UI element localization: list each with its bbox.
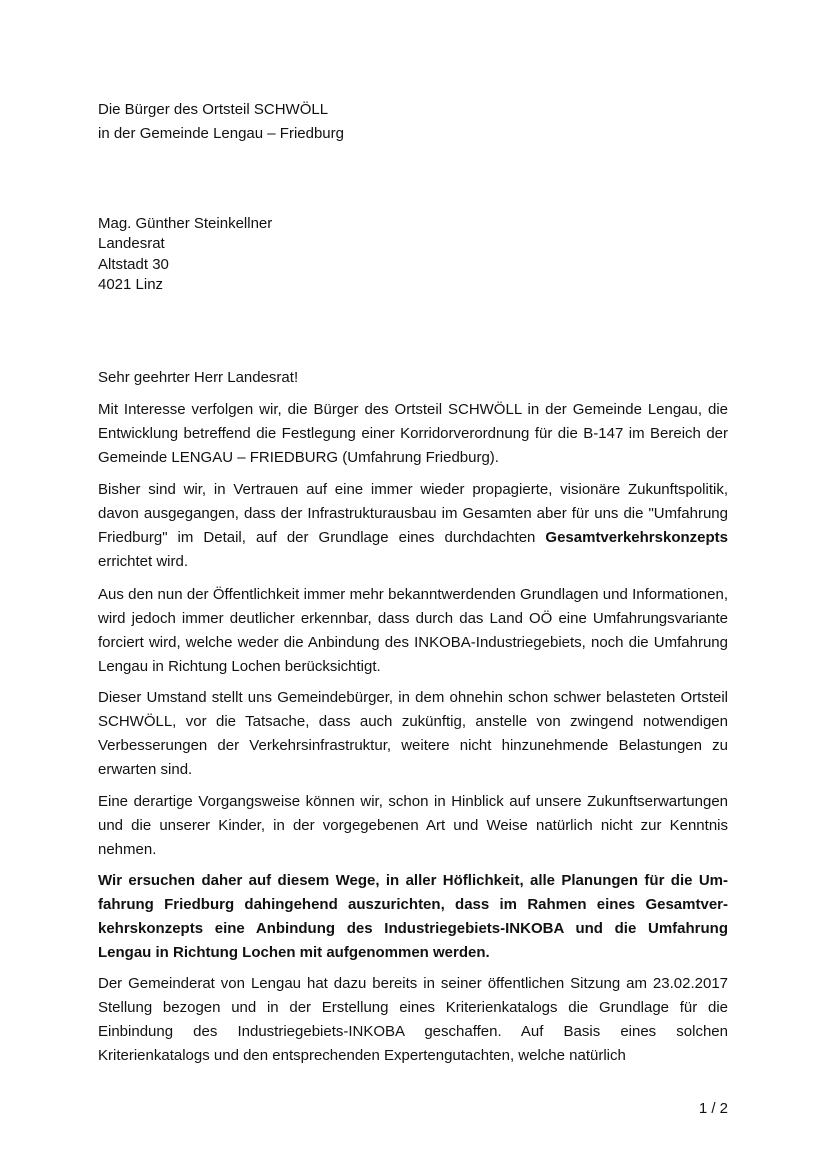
paragraph-5: Eine derartige Vorgangsweise können wir, schon in Hinblick auf unsere Zukunftserwartungen und die unserer Kinder, in der vorgegebenen Art und Weise natürlich nicht zur Kenntnis nehmen. [98, 793, 728, 858]
recipient-name: Mag. Günther Steinkellner [98, 215, 273, 232]
paragraph-1: Mit Interesse verfolgen wir, die Bürger des Ortsteil SCHWÖLL in der Gemeinde Lengau, die Entwicklung betreffend die Festlegung einer Korridorverordnung für die B-147 im Bereich der Gemeinde LENGAU – FRIEDBURG (Umfahrung Friedburg). [98, 401, 728, 466]
paragraph-6: Wir ersuchen daher auf diesem Wege, in aller Höflichkeit, alle Planungen für die Umfahrung Friedburg dahingehend auszurichten, dass im Rahmen eines Gesamtverkehrskonzepts eine Anbindung des Industriegebiets-INKOBA und die Umfahrung Lengau in Richtung Lochen mit aufgenommen werden. [98, 872, 728, 961]
sender-line-2: in der Gemeinde Lengau – Friedburg [98, 125, 344, 142]
page-number: 1 / 2 [698, 1100, 728, 1117]
paragraph-3: Aus den nun der Öffentlichkeit immer mehr bekanntwerdenden Grundlagen und Informationen, wird jedoch immer deutlicher erkennbar, dass durch das Land OÖ eine Umfahrungsvariante forciert wird, welche weder die Anbindung des INKOBA-Industriegebiets, noch die Umfahrung Lengau in Richtung Lochen berücksichtigt. [98, 586, 728, 675]
paragraph-2 [98, 478, 728, 574]
paragraph-4: Dieser Umstand stellt uns Gemeindebürger, in dem ohnehin schon schwer belasteten Ortsteil SCHWÖLL, vor die Tatsache, dass auch zukünftig, anstelle von zwingend notwendigen Verbesserungen der Verkehrsinfrastruktur, weitere nicht hinzunehmende Belastungen zu erwarten sind. [98, 689, 728, 778]
salutation: Sehr geehrter Herr Landesrat! [98, 369, 299, 386]
paragraph-2-end: errichtet wird. [98, 553, 189, 570]
sender-line-1: Die Bürger des Ortsteil SCHWÖLL [98, 101, 329, 118]
paragraph-7: Der Gemeinderat von Lengau hat dazu bereits in seiner öffentlichen Sitzung am 23.02.2017 Stellung bezogen und in der Erstellung eines Kriterienkatalogs die Grundlage für die Einbindung des Industriegebiets-INKOBA geschaffen. Auf Basis eines solchen Kriterienkatalogs und den entsprechenden Expertengutachten, welche natürlich [98, 975, 728, 1064]
recipient-city: 4021 Linz [98, 276, 164, 293]
recipient-title: Landesrat [98, 235, 165, 252]
paragraph-2-bold: Gesamtverkehrskonzepts [545, 529, 728, 546]
paragraph-2-text: Bisher sind wir, in Vertrauen auf eine immer wieder propagierte, visionäre Zukunftspolitik, davon ausgegangen, dass der Infrastrukturausbau im Gesamten aber für uns die "Umfahrung Friedburg" im Detail, auf der Grundlage eines durchdachten [98, 481, 728, 546]
recipient-street: Altstadt 30 [98, 256, 169, 273]
